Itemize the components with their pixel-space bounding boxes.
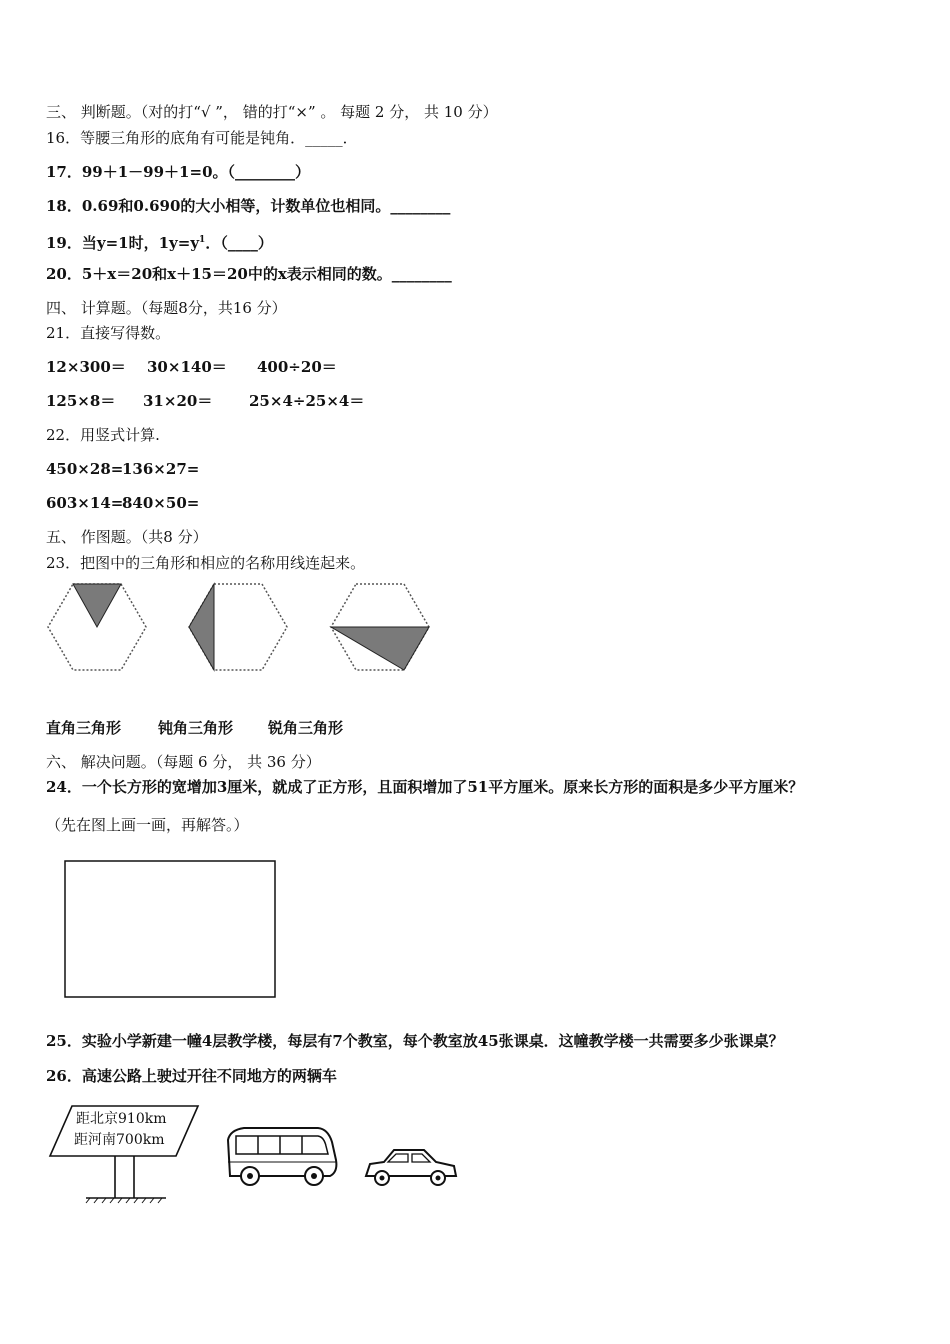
question-19-text: 19．当y=1时，1y=y xyxy=(46,234,200,252)
calc-item: 125×8＝ xyxy=(46,392,116,410)
calc-item: 25×4÷25×4＝ xyxy=(249,392,365,410)
road-sign xyxy=(48,1104,208,1204)
question-25: 25．实验小学新建一幢4层教学楼，每层有7个教室，每个教室放45张课桌．这幢教学楼一共需要多少张课桌？ xyxy=(46,1032,784,1050)
van-icon xyxy=(222,1124,340,1188)
question-21-row-1 xyxy=(46,357,337,377)
rectangle xyxy=(65,861,275,997)
shaded-triangle xyxy=(331,627,429,670)
calc-item: 840×50= xyxy=(122,494,200,512)
section-3-heading: 三、 判断题。（对的打“√ ”， 错的打“×” 。 每题 2 分， 共 10 分） xyxy=(46,103,498,121)
question-16: 16．等腰三角形的底角有可能是钝角．_____． xyxy=(46,129,358,147)
question-22-row-1 xyxy=(46,459,199,479)
section-6-heading: 六、 解决问题。（每题 6 分， 共 36 分） xyxy=(46,753,321,771)
question-22-title: 22．用竖式计算. xyxy=(46,426,160,444)
question-19-tail: ．（____） xyxy=(205,234,273,252)
shaded-triangle xyxy=(73,584,121,627)
triangle-name-labels xyxy=(46,718,343,738)
question-19-sup: 1 xyxy=(199,235,206,245)
calc-item: 30×140＝ xyxy=(147,358,227,376)
question-23-title: 23．把图中的三角形和相应的名称用线连起来。 xyxy=(46,554,366,572)
label-obtuse-triangle: 钝角三角形 xyxy=(158,719,234,737)
question-21-row-2 xyxy=(46,391,364,411)
question-20: 20．5＋x＝20和x＋15＝20中的x表示相同的数。________ xyxy=(46,265,452,283)
question-24-note: （先在图上画一画，再解答。） xyxy=(46,816,249,834)
question-18: 18．0.69和0.690的大小相等，计数单位也相同。________ xyxy=(46,197,451,215)
hexagon-figure-3 xyxy=(329,582,433,674)
hexagon-figure-1 xyxy=(46,582,150,674)
calc-item: 450×28= xyxy=(46,460,124,478)
section-5-heading: 五、 作图题。（共8 分） xyxy=(46,528,208,546)
shaded-triangle xyxy=(189,584,214,670)
question-26-title: 26．高速公路上驶过开往不同地方的两辆车 xyxy=(46,1067,337,1085)
section-4-heading: 四、 计算题。（每题8分，共16 分） xyxy=(46,299,287,317)
calc-item: 12×300＝ xyxy=(46,358,126,376)
car-icon xyxy=(362,1142,460,1192)
calc-item: 400÷20＝ xyxy=(257,358,337,376)
sign-line-1: 距北京910km xyxy=(76,1111,167,1127)
label-right-triangle: 直角三角形 xyxy=(46,719,122,737)
calc-item: 136×27= xyxy=(122,460,200,478)
hexagon-figure-2 xyxy=(187,582,291,674)
sign-line-2: 距河南700km xyxy=(74,1132,165,1148)
calc-item: 31×20＝ xyxy=(143,392,213,410)
label-acute-triangle: 锐角三角形 xyxy=(268,719,344,737)
calc-item: 603×14= xyxy=(46,494,124,512)
question-24: 24．一个长方形的宽增加3厘米，就成了正方形，且面积增加了51平方厘米。原来长方形的面积是多少平方厘米？ xyxy=(46,778,804,796)
question-22-row-2 xyxy=(46,493,199,513)
question-19 xyxy=(46,230,273,253)
question-17: 17．99＋1－99＋1=0。（________） xyxy=(46,163,311,181)
rectangle-drawing-area xyxy=(64,860,278,1000)
question-21-title: 21．直接写得数。 xyxy=(46,324,171,342)
